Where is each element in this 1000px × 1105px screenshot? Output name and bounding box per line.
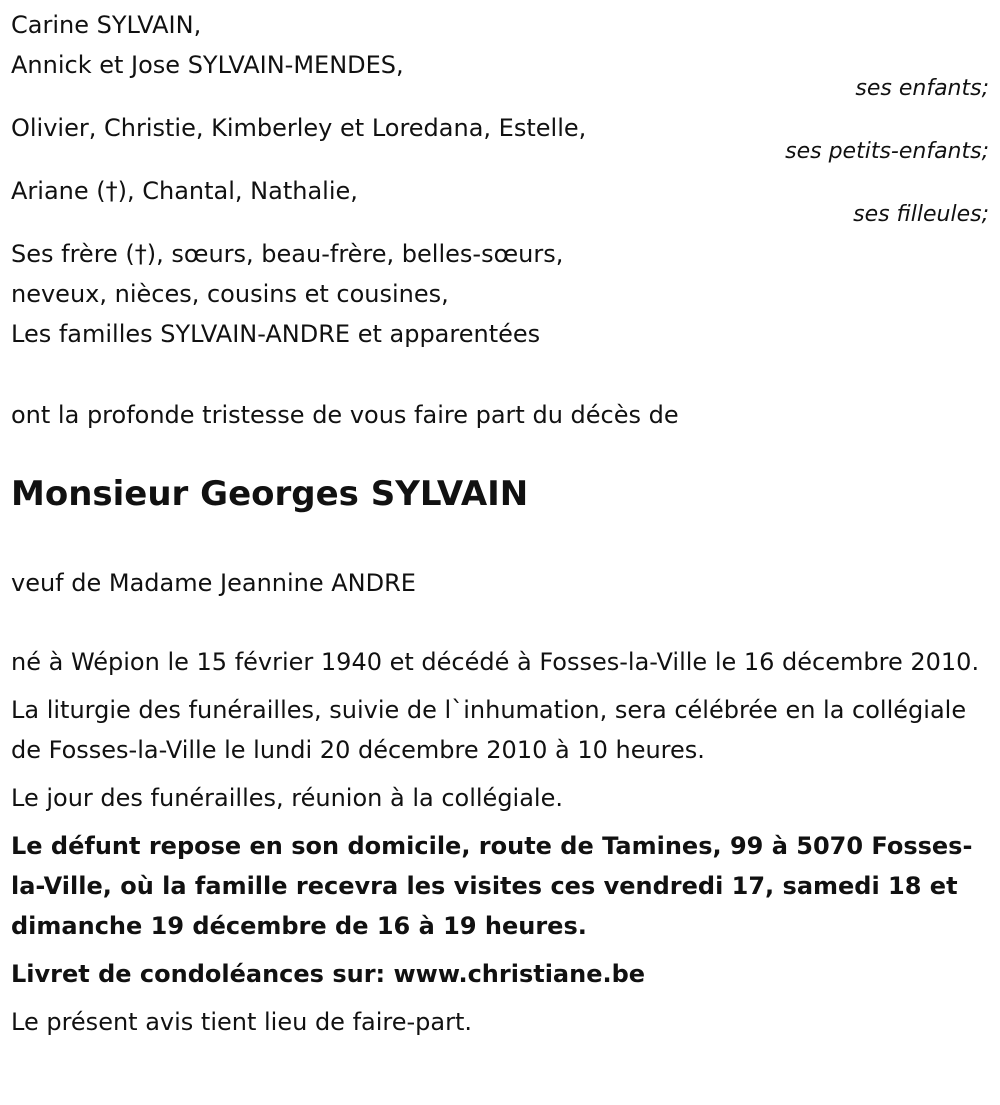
relatives-line-3: Les familles SYLVAIN-ANDRE et apparentées <box>11 320 541 348</box>
goddaughters-names: Ariane (†), Chantal, Nathalie, <box>11 177 358 205</box>
reunion-text: Le jour des funérailles, réunion à la collégiale. <box>11 784 563 812</box>
relatives-line-2: neveux, nièces, cousins et cousines, <box>11 280 449 308</box>
visits-text: Le défunt repose en son domicile, route de Tamines, 99 à 5070 Fosses-la-Ville, où la famille recevra les visites ces vendredi 17, samedi 18 et dimanche 19 décembre de 16 à 19 heures. <box>11 832 973 940</box>
condolences-text: Livret de condoléances sur: www.christiane.be <box>11 960 646 988</box>
widower-of: veuf de Madame Jeannine ANDRE <box>11 569 416 597</box>
grandchildren-names: Olivier, Christie, Kimberley et Loredana, Estelle, <box>11 114 587 142</box>
details-block <box>11 642 989 1042</box>
deceased-name: Monsieur Georges SYLVAIN <box>11 474 529 514</box>
relatives-line-1: Ses frère (†), sœurs, beau-frère, belles-sœurs, <box>11 240 564 268</box>
grandchildren-role: ses petits-enfants; <box>785 139 989 164</box>
liturgy-text: La liturgie des funérailles, suivie de l`inhumation, sera célébrée en la collégiale de Fosses-la-Ville le lundi 20 décembre 2010 à 10 heures. <box>11 696 967 764</box>
notice-text: Le présent avis tient lieu de faire-part. <box>11 1008 473 1036</box>
goddaughters-role: ses filleules; <box>853 202 989 227</box>
announcement-text: ont la profonde tristesse de vous faire part du décès de <box>11 401 679 429</box>
child-name-2: Annick et Jose SYLVAIN-MENDES, <box>11 51 404 79</box>
relatives-block <box>11 234 563 354</box>
child-name-1: Carine SYLVAIN, <box>11 11 202 39</box>
children-role: ses enfants; <box>855 76 989 101</box>
children-block <box>11 5 989 85</box>
birth-death-text: né à Wépion le 15 février 1940 et décédé à Fosses-la-Ville le 16 décembre 2010. <box>11 648 980 676</box>
